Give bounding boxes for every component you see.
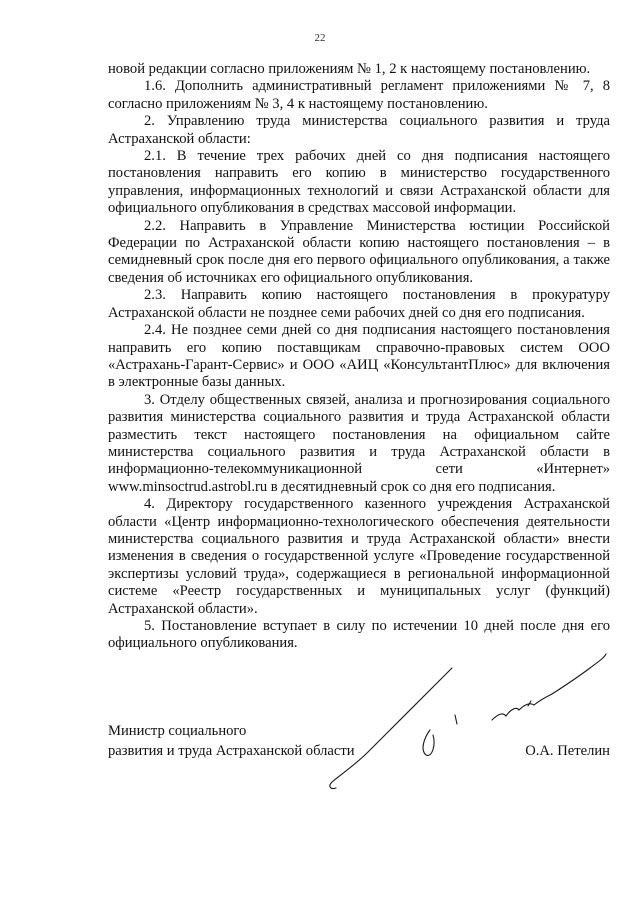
paragraph-2-2: 2.2. Направить в Управление Министерства юстиции Российской Федерации по Астраханской области копию настоящего постановления – в семидневный срок после дня его первого официального опубликования, а также сведения об источниках его официального опубликования.	[108, 217, 610, 286]
signer-title-line1: Министр социального	[108, 723, 247, 739]
paragraph-2-3: 2.3. Направить копию настоящего постановления в прокуратуру Астраханской области не позднее семи рабочих дней со дня его подписания.	[108, 287, 610, 321]
paragraph-4: 4. Директору государственного казенного учреждения Астраханской области «Центр информационно-технологического обеспечения деятельности министерства социального развития и труда Астраханской области» внести изменения в сведения о государственной услуге «Проведение государственной экспертизы условий труда», содержащиеся в региональной информационной системе «Реестр государственных и муниципальных услуг (функций) Астраханской области».	[108, 496, 610, 617]
page-number: 22	[314, 32, 326, 44]
signer-title-line2: развития и труда Астраханской области	[108, 743, 355, 759]
paragraph-1-6: 1.6. Дополнить административный регламент приложениями № 7, 8 согласно приложениям № 3, 4 к настоящему постановлению.	[108, 78, 610, 112]
paragraph-5: 5. Постановление вступает в силу по истечении 10 дней после дня его официального опубликования.	[108, 618, 610, 652]
signer-name: О.А. Петелин	[525, 743, 610, 759]
paragraph-2: 2. Управлению труда министерства социального развития и труда Астраханской области:	[108, 113, 610, 147]
signature-block	[108, 721, 610, 761]
paragraph-2-1: 2.1. В течение трех рабочих дней со дня подписания настоящего постановления направить его копию в министерство государственного управления, информационных технологий и связи Астраханской области для официального опубликования в средствах массовой информации.	[108, 148, 610, 217]
document-body	[108, 61, 610, 653]
paragraph-2-4: 2.4. Не позднее семи дней со дня подписания настоящего постановления направить его копию поставщикам справочно-правовых систем ООО «Астрахань-Гарант-Сервис» и ООО «АИЦ «КонсультантПлюс» для включения в электронные базы данных.	[108, 322, 610, 391]
paragraph-continuation: новой редакции согласно приложениям № 1, 2 к настоящему постановлению.	[108, 61, 591, 77]
paragraph-3: 3. Отделу общественных связей, анализа и прогнозирования социального развития министерства социального развития и труда Астраханской области разместить текст настоящего постановления на официальном сайте министерства социального развития и труда Астраханской области в информационно-телекоммуникационной сети «Интернет» www.minsoctrud.astrobl.ru в десятидневный срок со дня его подписания.	[108, 391, 610, 495]
